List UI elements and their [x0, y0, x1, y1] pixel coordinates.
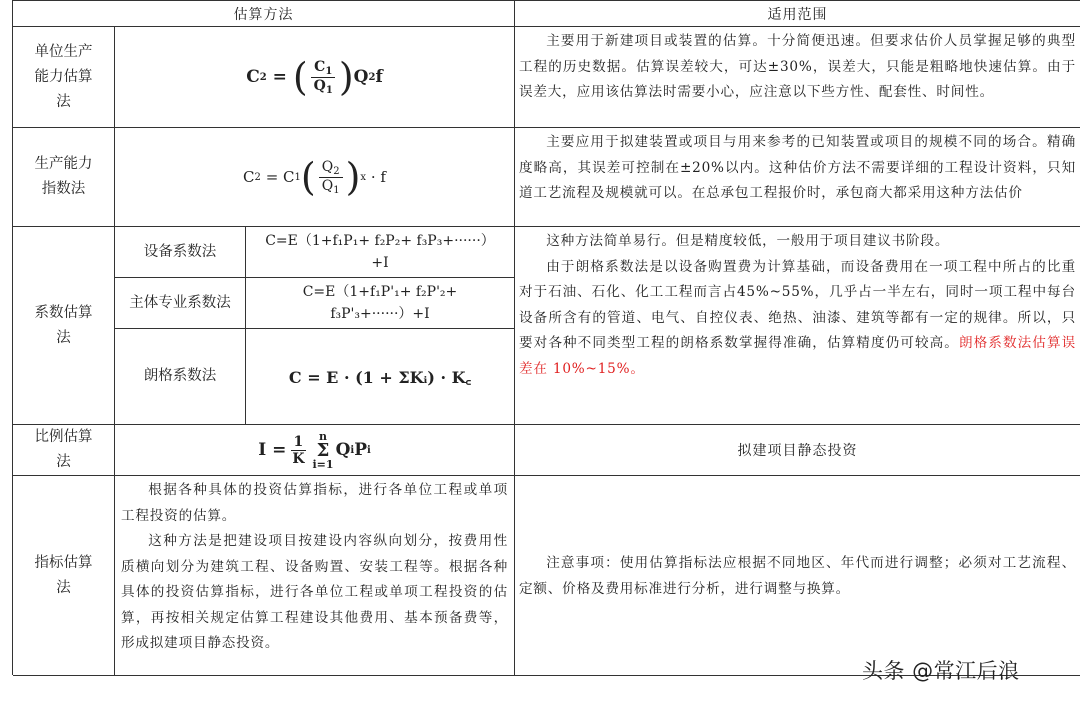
- exponent: x: [360, 171, 367, 183]
- desc-index: [115, 476, 515, 676]
- f-symbol: · f: [370, 168, 386, 186]
- formula-eq: =: [272, 440, 287, 460]
- sub-main-discipline-formula: [246, 278, 515, 329]
- scope-ratio: [515, 425, 1080, 476]
- num-symbol: C: [314, 58, 326, 75]
- paren-right: ): [345, 155, 361, 199]
- f-symbol: f: [375, 67, 383, 87]
- sub-formula-text: C = E · (1 + ΣKᵢ) · K꜀: [288, 367, 472, 387]
- fraction: [319, 159, 343, 196]
- desc-para-2: 这种方法是把建设项目按建设内容纵向划分，按费用性质横向划分为建筑工程、设备购置、安装工程等。根据各种具体的投资估算指标，进行各单位工程或单项工程投资的估算，再按相关规定估算工程建设其他费用、基本预备费等，形成拟建项目静态投资。: [121, 533, 508, 651]
- label-text: 生产能力指数法: [34, 156, 93, 197]
- scope-capacity-index: [515, 128, 1080, 227]
- header-method: [13, 1, 515, 27]
- sub-formula-text: C=E（1+f₁P'₁+ f₂P'₂+ f₃P'₃+······）+I: [302, 284, 458, 322]
- num-symbol: Q: [321, 158, 334, 175]
- formula-symbol: I: [258, 440, 267, 460]
- num-sub: 2: [333, 165, 340, 177]
- formula-unit-capacity: [115, 27, 515, 128]
- fraction-den: [311, 78, 336, 96]
- scope-para-2-text: 由于朗格系数法是以设备购置费为计算基础，而设备费用在一项工程中所占的比重对于石油、石化、化工工程而言占45%~55%，几乎占一半左右，同时一项工程中每台设备所含有的管道、电气、自控仪表、绝热、油漆、建筑等都有一定的规律。所以，只要对各种不同类型工程的朗格系数掌握得准确，估算精度仍可较高。: [519, 258, 1076, 351]
- watermark: 头条 @常江后浪: [862, 659, 1020, 683]
- paren-right: ): [338, 55, 354, 99]
- c1-symbol: C: [283, 168, 295, 186]
- fraction-num: [311, 59, 335, 78]
- header-scope: [515, 1, 1080, 27]
- fraction-num: [319, 159, 343, 178]
- sub-label-text: 主体专业系数法: [129, 294, 231, 311]
- sub-lang-formula: [246, 329, 515, 425]
- sub-equipment-label: [115, 227, 246, 278]
- formula-sub: 2: [259, 71, 267, 83]
- paren-left: (: [292, 55, 308, 99]
- den-symbol: Q: [321, 177, 334, 194]
- sub-lang-label: [115, 329, 246, 425]
- label-text: 单位生产能力估算法: [34, 43, 93, 110]
- header-method-text: 估算方法: [233, 6, 294, 23]
- row-index-label: [13, 476, 115, 676]
- scope-unit-capacity: [515, 27, 1080, 128]
- scope-text: 主要用于新建项目或装置的估算。十分简便迅速。但要求估价人员掌握足够的典型工程的历史数据。估算误差较大，可达±30%，误差大，只能是粗略地快速估算。由于误差大，应用该估算法时需要小心，应注意以下些方性、配套性、时间性。: [519, 33, 1076, 100]
- desc-para-1: 根据各种具体的投资估算指标，进行各单位工程或单项工程投资的估算。: [121, 482, 508, 524]
- formula-symbol: C: [243, 168, 255, 186]
- label-text: 比例估算法: [34, 429, 93, 470]
- row-unit-capacity-label: [13, 27, 115, 128]
- paren-left: (: [300, 155, 316, 199]
- formula-symbol: C: [246, 67, 260, 87]
- scope-coefficient: [515, 227, 1080, 425]
- row-ratio-label: [13, 425, 115, 476]
- formula-eq: =: [272, 67, 287, 87]
- q-sub: i: [350, 444, 355, 456]
- den-sub: 1: [333, 184, 340, 196]
- fraction-den: [319, 178, 343, 196]
- sub-label-text: 朗格系数法: [143, 368, 217, 384]
- c1-sub: 1: [294, 171, 301, 183]
- den-symbol: Q: [313, 77, 326, 94]
- num-sub: 1: [325, 65, 333, 77]
- row-capacity-index-label: [13, 128, 115, 227]
- q2-sub: 2: [368, 71, 376, 83]
- p-symbol: P: [354, 440, 367, 460]
- fraction: [289, 434, 307, 467]
- scope-para-1: 这种方法简单易行。但是精度较低，一般用于项目建议书阶段。: [546, 233, 950, 249]
- fraction: [311, 59, 336, 96]
- scope-index: [515, 476, 1080, 676]
- scope-text: 拟建项目静态投资: [737, 443, 858, 459]
- q2-symbol: Q: [353, 67, 369, 87]
- label-text: 系数估算法: [34, 304, 93, 346]
- sum-bottom: i=1: [312, 457, 334, 471]
- sub-label-text: 设备系数法: [143, 243, 217, 260]
- row-coefficient-label: [13, 227, 115, 425]
- scope-text: 主要应用于拟建装置或项目与用来参考的已知装置或项目的规模不同的场合。精确度略高，其误差可控制在±20%以内。这种估价方法不需要详细的工程设计资料，只知道工艺流程及规模就可以。在总承包工程报价时，承包商大都采用这种方法估价: [519, 134, 1076, 201]
- formula-capacity-index: [115, 128, 515, 227]
- fraction-num: 1: [291, 434, 307, 451]
- formula-ratio: [115, 425, 515, 476]
- scope-text: 注意事项：使用估算指标法应根据不同地区、年代而进行调整；必须对工艺流程、定额、价格及费用标准进行分析，进行调整与换算。: [519, 555, 1076, 597]
- header-scope-text: 适用范围: [767, 6, 828, 23]
- q-symbol: Q: [335, 440, 351, 460]
- sum-operator: [313, 431, 334, 470]
- fraction-den: K: [292, 450, 305, 467]
- den-sub: 1: [325, 84, 333, 96]
- label-text: 指标估算法: [34, 554, 93, 596]
- scope-highlight-text: 朗格系数法估算误差在 10%~15%。: [519, 335, 1077, 377]
- formula-sub: 2: [254, 171, 261, 183]
- sum-top: n: [319, 429, 328, 443]
- sub-equipment-formula: [246, 227, 515, 278]
- sub-formula-text: C=E（1+f₁P₁+ f₂P₂+ f₃P₃+······）+I: [265, 233, 495, 271]
- p-sub: i: [366, 444, 371, 456]
- sub-main-discipline-label: [115, 278, 246, 329]
- estimation-table: [12, 0, 1080, 675]
- sigma-icon: Σ: [316, 439, 330, 461]
- scope-para-2: [519, 255, 1076, 383]
- formula-eq: =: [265, 168, 279, 186]
